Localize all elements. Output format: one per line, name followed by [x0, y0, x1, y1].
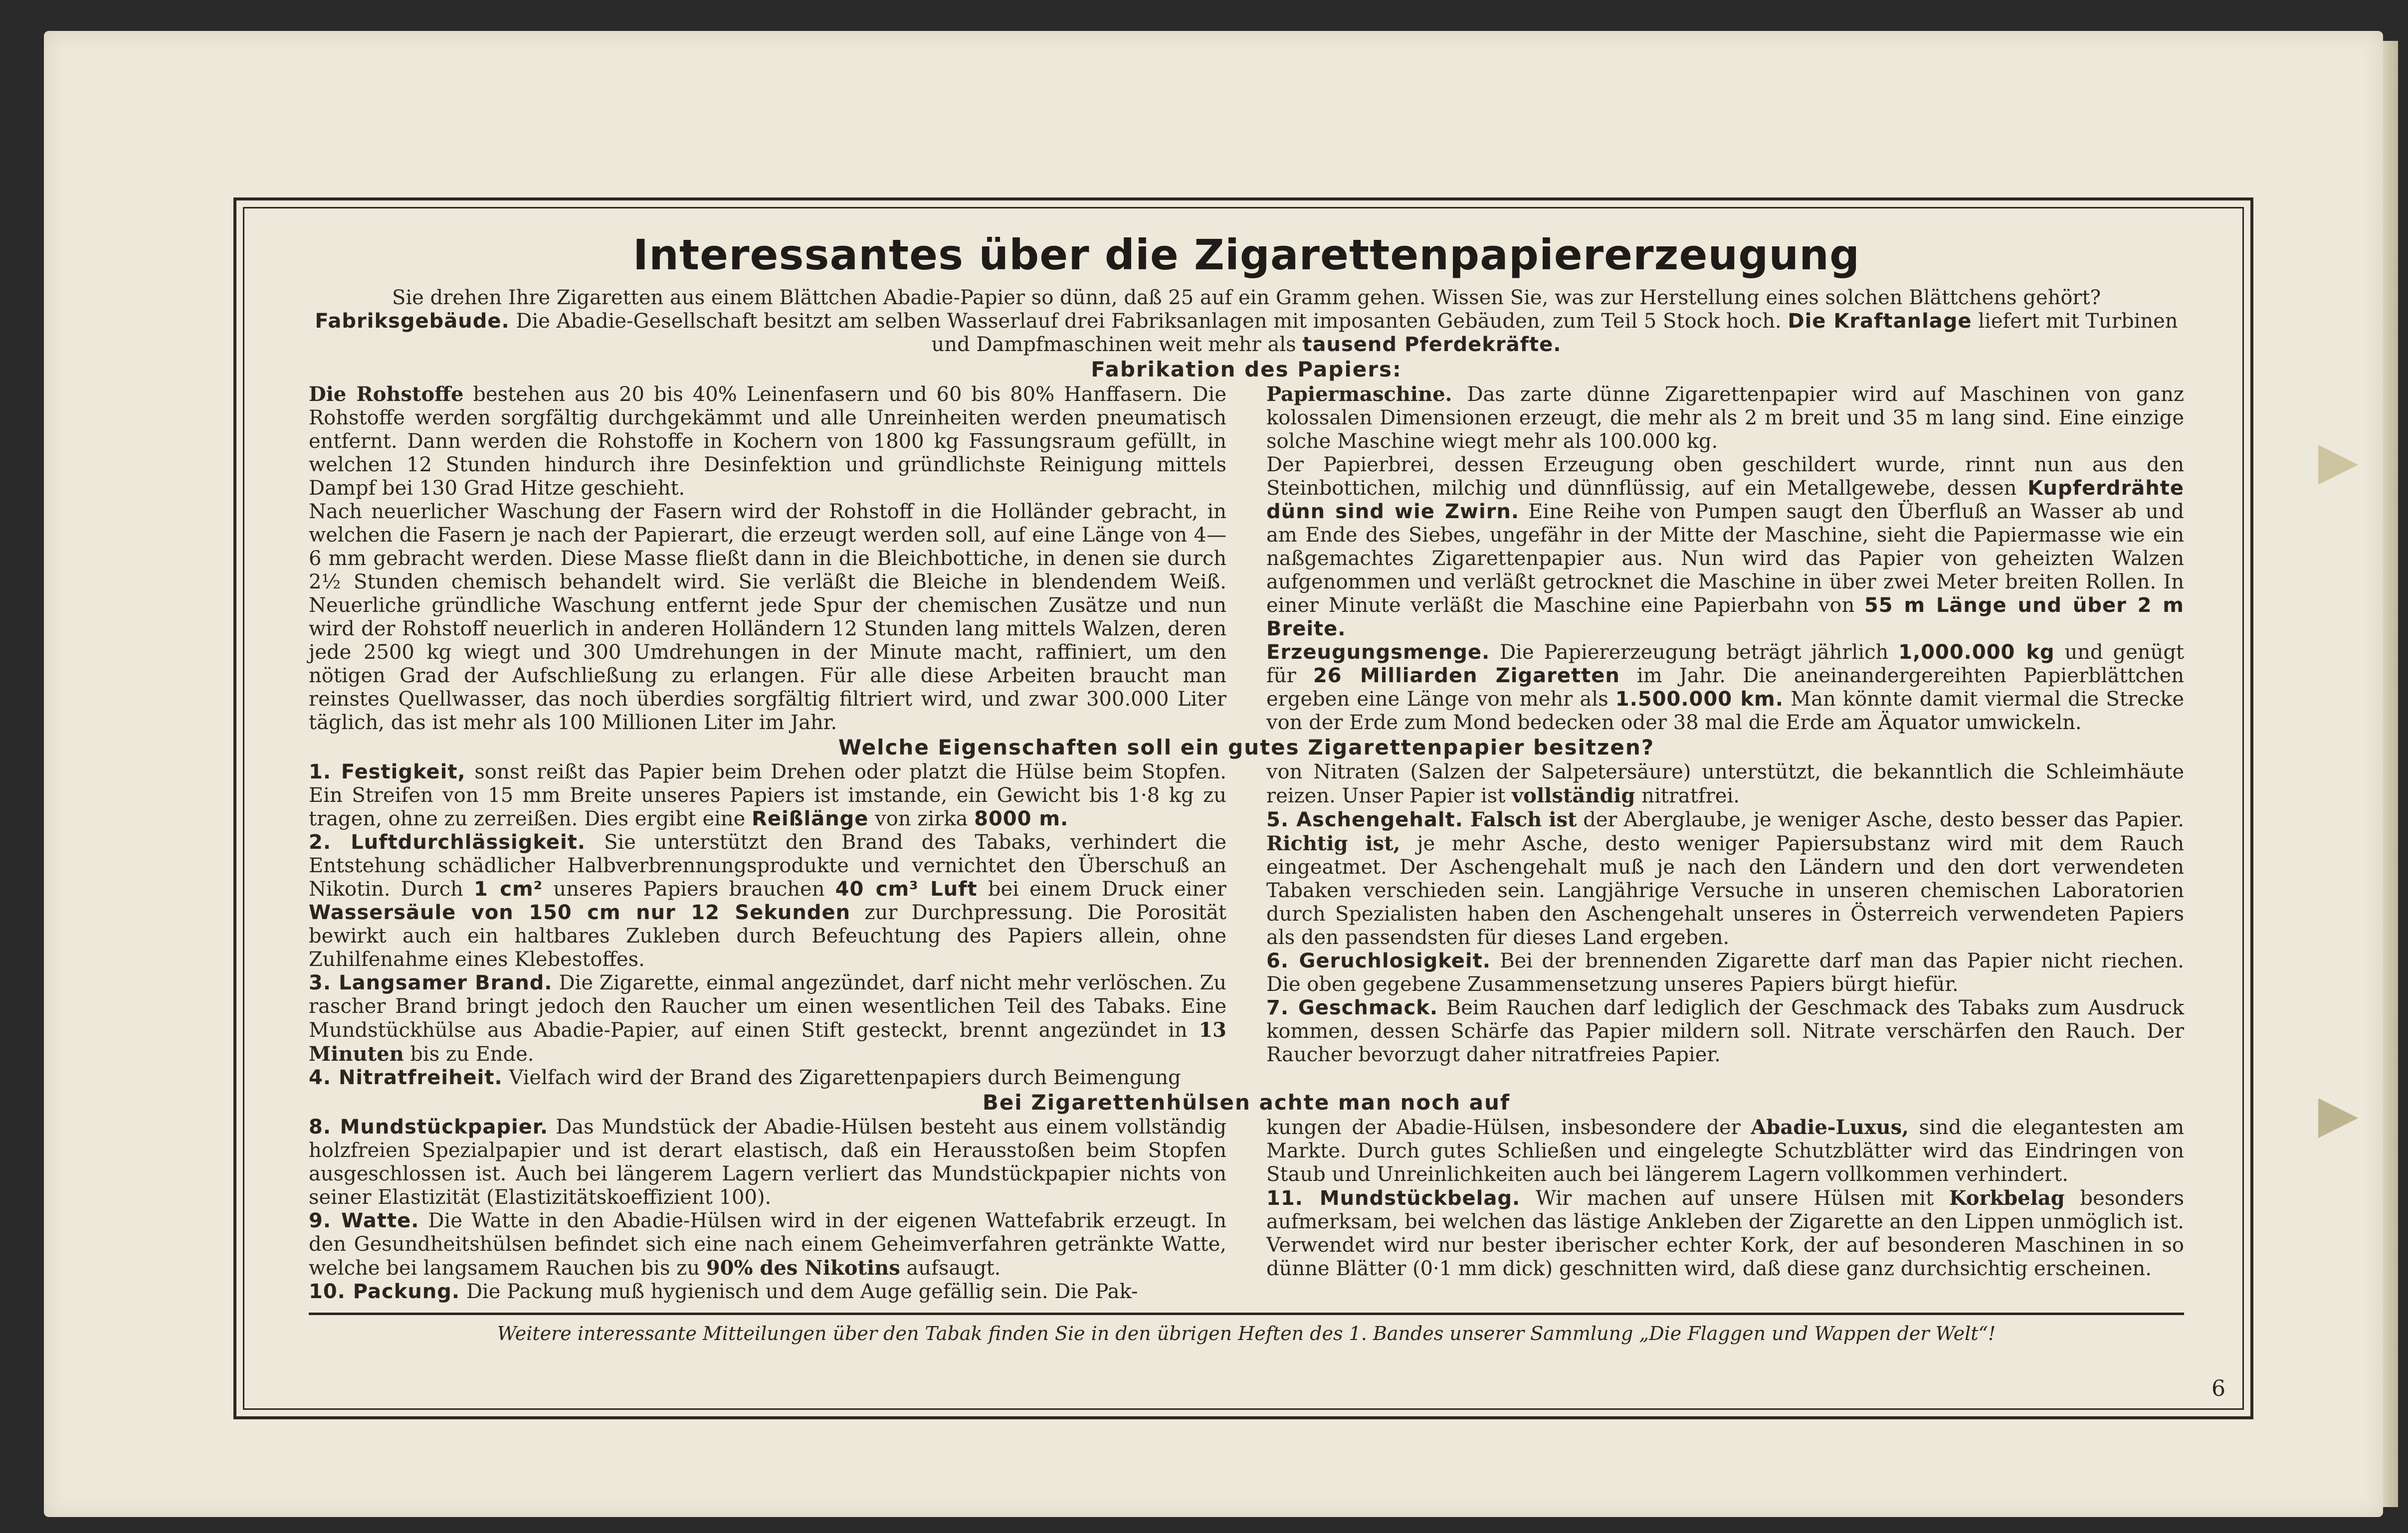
geruchlosigkeit-paragraph: 6. Geruchlosigkeit. Bei der brennenden Zigarette darf man das Papier nicht riechen. Die oben gegebene Zusammensetzung unseres Papiers bürgt hiefür.: [1266, 950, 2184, 996]
article-title: Interessantes über die Zigarettenpapiererzeugung: [632, 230, 1860, 279]
eigenschaften-columns: [309, 761, 2184, 1090]
page-sheet: [44, 31, 2383, 1517]
section-fabrikation: Fabrikation des Papiers:: [1091, 357, 1402, 382]
column-right: [1266, 1116, 2184, 1304]
column-left: [309, 761, 1226, 1090]
watte-paragraph: 9. Watte. Die Watte in den Abadie-Hülsen wird in der eigenen Wattefabrik erzeugt. In den Gesundheitshülsen befindet sich eine nach einem Geheimverfahren getränkte Watte, welche bei langsamem Rauchen bis zu 90% des Nikotins aufsaugt.: [309, 1209, 1226, 1280]
article-frame: [233, 197, 2253, 1419]
section-eigenschaften: Welche Eigenschaften soll ein gutes Zigarettenpapier besitzen?: [838, 735, 1655, 760]
aschengehalt-paragraph: 5. Aschengehalt. Falsch ist der Aberglaube, je weniger Asche, desto besser das Papier. Richtig ist, je mehr Asche, desto weniger Papiersubstanz wird mit dem Rauch eingeatmet. Der Aschengehalt muß je nach den Ländern und den dort verwendeten Tabaken verschieden sein. Langjährige Versuche in unseren chemischen Laboratorien durch Spezialisten haben den Aschengehalt unseres in Österreich verwendeten Papiers als den passendsten für dieses Land ergeben.: [1266, 808, 2185, 949]
footer-note: Weitere interessante Mitteilungen über den Tabak finden Sie in den übrigen Heften des 1. Bandes unserer Sammlung „Die Flaggen und Wappen der Welt“!: [497, 1323, 1996, 1344]
column-right: [1266, 383, 2184, 735]
fabriksgebaeude-heading: Fabriksgebäude.: [315, 310, 510, 333]
column-left: [309, 383, 1226, 735]
langsamer-brand-paragraph: 3. Langsamer Brand. Die Zigarette, einmal angezündet, darf nicht mehr verlöschen. Zu rascher Brand bringt jedoch den Raucher um einen wesentlichen Teil des Tabaks. Eine Mundstückhülse aus Abadie-Papier, auf einen Stift gesteckt, brennt angezündet in 13 Minuten bis zu Ende.: [309, 971, 1226, 1066]
rohstoffe-paragraph: Die Rohstoffe bestehen aus 20 bis 40% Leinenfasern und 60 bis 80% Hanffasern. Die Rohstoffe werden sorgfältig durchgekämmt und alle Unreinheiten werden pneumatisch entfernt. Dann werden die Rohstoffe in Kochern von 1800 kg Fassungsraum gefüllt, in welchen 12 Stunden hindurch ihre Desinfektion und gründlichste Reinigung mittels Dampf bei 130 Grad Hitze geschieht.: [309, 383, 1227, 500]
luftdurchlaessigkeit-paragraph: 2. Luftdurchlässigkeit. Sie unterstützt den Brand des Tabaks, verhindert die Entstehung schädlicher Halbverbrennungsprodukte und vernichtet den Überschuß an Nikotin. Durch 1 cm² unseres Papiers brauchen 40 cm³ Luft bei einem Druck einer Wassersäule von 150 cm nur 12 Sekunden zur Durchpressung. Die Porosität bewirkt auch ein haltbares Zukleben durch Befeuchtung des Papiers allein, ohne Zuhilfenahme eines Klebestoffes.: [309, 831, 1227, 971]
mundstueckpapier-paragraph: 8. Mundstückpapier. Das Mundstück der Abadie-Hülsen besteht aus einem vollständig holzfreien Spezialpapier und ist derart elastisch, daß ein Herausstoßen beim Stopfen ausgeschlossen ist. Auch bei längerem Lagern verliert das Mundstückpapier nichts von seiner Elastizität (Elastizitätskoeffizient 100).: [309, 1116, 1226, 1209]
article-content: [309, 230, 2184, 1345]
page-number: 6: [2211, 1376, 2225, 1401]
nitratfreiheit-continued: von Nitraten (Salzen der Salpetersäure) unterstützt, die bekanntlich die Schleimhäute reizen. Unser Papier ist vollständig nitratfrei.: [1266, 761, 2184, 807]
fabriksgebaeude-paragraph: Fabriksgebäude. Die Abadie-Gesellschaft besitzt am selben Wasserlauf drei Fabriksanlagen mit imposanten Gebäuden, zum Teil 5 Stock hoch. Die Kraftanlage liefert mit Turbinen und Dampfmaschinen weit mehr als tausend Pferdekräfte.: [315, 310, 2178, 356]
mundstueckbelag-paragraph: 11. Mundstückbelag. Wir machen auf unsere Hülsen mit Korkbelag besonders aufmerksam, bei welchen das lästige Ankleben der Zigarette an den Lippen unmöglich ist. Verwendet wird nur bester iberischer echter Kork, der auf besonderen Maschinen in so dünne Blätter (0·1 mm dick) geschnitten wird, daß diese ganz durchsichtig erscheinen.: [1266, 1186, 2185, 1280]
footer-divider: [309, 1313, 2184, 1315]
huelsen-columns: [309, 1116, 2184, 1304]
intro-text: Sie drehen Ihre Zigaretten aus einem Blättchen Abadie-Papier so dünn, daß 25 auf ein Gramm gehen. Wissen Sie, was zur Herstellung eines solchen Blättchens gehört?: [392, 286, 2101, 309]
festigkeit-paragraph: 1. Festigkeit, sonst reißt das Papier beim Drehen oder platzt die Hülse beim Stopfen. Ein Streifen von 15 mm Breite unseres Papiers ist imstande, ein Gewicht bis 1·8 kg zu tragen, ohne zu zerreißen. Dies ergibt eine Reißlänge von zirka 8000 m.: [309, 761, 1226, 830]
erzeugungsmenge-paragraph: Erzeugungsmenge. Die Papiererzeugung beträgt jährlich 1,000.000 kg und genügt für 26 Milliarden Zigaretten im Jahr. Die aneinandergereihten Papierblättchen ergeben eine Länge von mehr als 1.500.000 km. Man könnte damit viermal die Strecke von der Erde zum Mond bedecken oder 38 mal die Erde am Äquator umwickeln.: [1266, 641, 2185, 734]
nitratfreiheit-paragraph: 4. Nitratfreiheit. Vielfach wird der Brand des Zigarettenpapiers durch Beimengung: [309, 1066, 1181, 1089]
column-right: [1266, 761, 2184, 1090]
paper-tab-mark: [2318, 445, 2358, 485]
rohstoffe-paragraph-2: Nach neuerlicher Waschung der Fasern wird der Rohstoff in die Holländer gebracht, in welchen die Fasern je nach der Papierart, die erzeugt werden soll, auf eine Länge von 4—6 mm gebracht werden. Diese Masse fließt dann in die Bleichbottiche, in denen sie durch 2½ Stunden chemisch behandelt wird. Sie verläßt die Bleiche in blendendem Weiß. Neuerliche gründliche Waschung entfernt jede Spur der chemischen Zusätze und nun wird der Rohstoff neuerlich in anderen Holländern 12 Stunden lang mittels Walzen, deren jede 2500 kg wiegt und 300 Umdrehungen in der Minute macht, raffiniert, um den nötigen Grad der Aufschließung zu erlangen. Für alle diese Arbeiten braucht man reinstes Quellwasser, das noch überdies sorgfältig filtriert wird, und zwar 300.000 Liter täglich, das ist mehr als 100 Millionen Liter im Jahr.: [309, 500, 1226, 734]
page-edge: [2383, 41, 2398, 1507]
papiermaschine-paragraph: Papiermaschine. Das zarte dünne Zigarettenpapier wird auf Maschinen von ganz kolossalen Dimensionen erzeugt, die mehr als 2 m breit und 35 m lang sind. Eine einzige solche Maschine wiegt mehr als 100.000 kg.: [1266, 383, 2184, 453]
geschmack-paragraph: 7. Geschmack. Beim Rauchen darf lediglich der Geschmack des Tabaks zum Ausdruck kommen, dessen Schärfe das Papier mildern soll. Nitrate verschärfen den Rauch. Der Raucher bevorzugt daher nitratfreies Papier.: [1266, 996, 2184, 1066]
packung-continued: kungen der Abadie-Hülsen, insbesondere der Abadie-Luxus, sind die elegantesten am Markte. Durch gutes Schließen und eingelegte Schutzblätter wird das Eindringen von Staub und Unreinlichkeiten auch bei längerem Lagern vollkommen verhindert.: [1266, 1116, 2184, 1186]
packung-paragraph: 10. Packung. Die Packung muß hygienisch und dem Auge gefällig sein. Die Pak-: [309, 1280, 1138, 1303]
papierbrei-paragraph: Der Papierbrei, dessen Erzeugung oben geschildert wurde, rinnt nun aus den Steinbottichen, milchig und dünnflüssig, auf ein Metallgewebe, dessen Kupferdrähte dünn sind wie Zwirn. Eine Reihe von Pumpen saugt den Überfluß an Wasser ab und am Ende des Siebes, ungefähr in der Mitte der Maschine, sieht die Papiermasse wie ein naßgemachtes Zigarettenpapier aus. Nun wird das Papier von geheizten Walzen aufgenommen und verläßt getrocknet die Maschine in über zwei Meter breiten Rollen. In einer Minute verläßt die Maschine eine Papierbahn von 55 m Länge und über 2 m Breite.: [1266, 453, 2184, 640]
paper-tab-mark: [2318, 1098, 2358, 1138]
column-left: [309, 1116, 1226, 1304]
section-huelsen: Bei Zigarettenhülsen achte man noch auf: [982, 1090, 1511, 1115]
fabrikation-columns: [309, 383, 2184, 735]
